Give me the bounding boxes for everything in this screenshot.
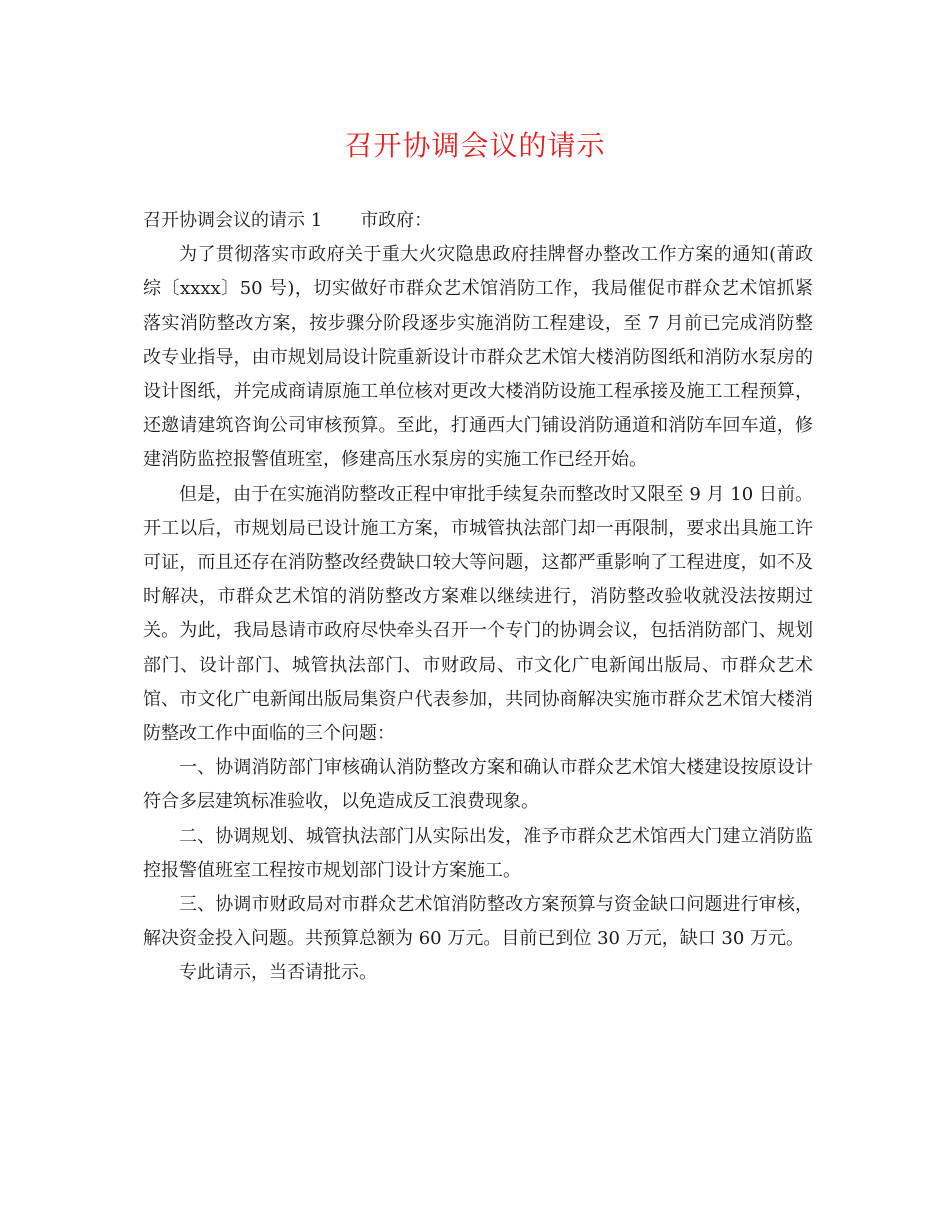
paragraph-issue-one: 一、协调消防部门审核确认消防整改方案和确认市群众艺术馆大楼建设按原设计符合多层建筑标准验收，以免造成反工浪费现象。 xyxy=(143,757,813,813)
paragraph-problems: 但是，由于在实施消防整改正程中审批手续复杂而整改时又限至 9 月 10 日前。开工以后，市规划局已设计施工方案，市城管执法部门却一再限制，要求出具施工许可证，而且还存在消防整改经费缺口较大等问题，这都严重影响了工程进度，如不及时解决，市群众艺术馆的消防整改方案难以继续进行，消防整改验收就没法按期过关。为此，我局恳请市政府尽快牵头召开一个专门的协调会议，包括消防部门、规划部门、设计部门、城管执法部门、市财政局、市文化广电新闻出版局、市群众艺术馆、市文化广电新闻出版局集资户代表参加，共同协商解决实施市群众艺术馆大楼消防整改工作中面临的三个问题： xyxy=(143,483,813,745)
paragraph-issue-three: 三、协调市财政局对市群众艺术馆消防整改方案预算与资金缺口问题进行审核，解决资金投入问题。共预算总额为 60 万元。目前已到位 30 万元，缺口 30 万元。 xyxy=(143,894,813,950)
paragraph-issue-two: 二、协调规划、城管执法部门从实际出发，准予市群众艺术馆西大门建立消防监控报警值班室工程按市规划部门设计方案施工。 xyxy=(143,825,813,881)
paragraph-background: 为了贯彻落实市政府关于重大火灾隐患政府挂牌督办整改工作方案的通知(莆政综〔xxxx〕50 号)，切实做好市群众艺术馆消防工作，我局催促市群众艺术馆抓紧落实消防整改方案，按步骤分阶段逐步实施消防工程建设，至 7 月前已完成消防整改专业指导，由市规划局设计院重新设计市群众艺术馆大楼消防图纸和消防水泵房的设计图纸，并完成商请原施工单位核对更改大楼消防设施工程承接及施工工程预算，还邀请建筑咨询公司审核预算。至此，打通西大门铺设消防通道和消防车回车道，修建消防监控报警值班室，修建高压水泵房的实施工作已经开始。 xyxy=(143,244,813,471)
document-body xyxy=(143,204,813,991)
paragraph-closing: 专此请示，当否请批示。 xyxy=(179,962,377,984)
heading-label: 召开协调会议的请示 1 xyxy=(143,210,323,231)
heading-line xyxy=(143,204,813,238)
document-title: 召开协调会议的请示 xyxy=(344,129,606,162)
addressee: 市政府： xyxy=(360,210,433,231)
